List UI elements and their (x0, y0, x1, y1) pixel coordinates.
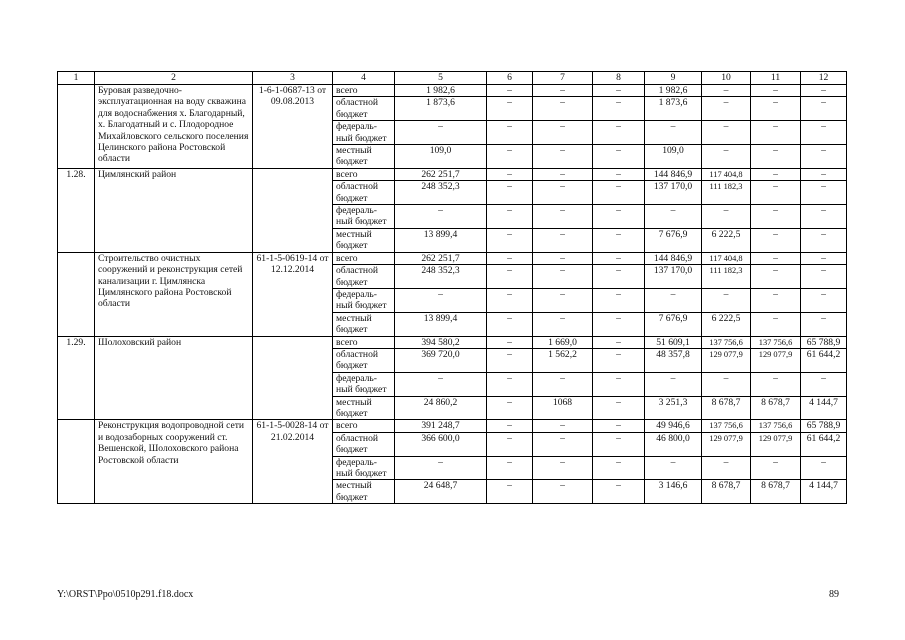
amount-cell: – (801, 372, 847, 396)
table-body (58, 85, 847, 504)
amount-cell: – (801, 97, 847, 121)
amount-cell: – (801, 312, 847, 336)
amount-cell: – (751, 168, 801, 180)
amount-cell: – (751, 372, 801, 396)
amount-cell: 144 846,9 (645, 168, 702, 180)
amount-cell: – (487, 336, 533, 348)
amount-cell: – (487, 145, 533, 169)
column-header: 5 (395, 72, 487, 85)
table-row (58, 168, 847, 180)
amount-cell: – (751, 121, 801, 145)
amount-cell: 1 982,6 (395, 85, 487, 97)
amount-cell: 46 800,0 (645, 432, 702, 456)
amount-cell: – (751, 288, 801, 312)
amount-cell: 248 352,3 (395, 181, 487, 205)
funding-source: федераль-ный бюджет (333, 288, 395, 312)
amount-cell: – (487, 265, 533, 289)
item-number (58, 85, 95, 169)
amount-cell: 49 946,6 (645, 420, 702, 432)
amount-cell: 1 982,6 (645, 85, 702, 97)
amount-cell: – (593, 205, 645, 229)
item-number: 1.28. (58, 168, 95, 252)
amount-cell: – (487, 288, 533, 312)
amount-cell: – (801, 265, 847, 289)
amount-cell: – (593, 432, 645, 456)
expertise-document: 61-1-5-0619-14 от 12.12.2014 (253, 252, 333, 336)
funding-source: федераль-ный бюджет (333, 205, 395, 229)
funding-source: всего (333, 252, 395, 264)
amount-cell: – (533, 205, 593, 229)
file-path: Y:\ORST\Ppo\0510p291.f18.docx (57, 589, 194, 600)
amount-cell: – (702, 288, 751, 312)
column-header: 12 (801, 72, 847, 85)
amount-cell: 137 170,0 (645, 181, 702, 205)
amount-cell: – (702, 145, 751, 169)
amount-cell: 1068 (533, 396, 593, 420)
amount-cell: – (751, 228, 801, 252)
amount-cell: 3 146,6 (645, 480, 702, 504)
funding-source: местный бюджет (333, 396, 395, 420)
amount-cell: – (487, 97, 533, 121)
amount-cell: – (645, 121, 702, 145)
object-name: Реконструкция водопроводной сети и водозаборных сооружений ст. Вешенской, Шолоховского района Ростовской области (95, 420, 253, 504)
amount-cell: – (593, 336, 645, 348)
amount-cell: – (801, 456, 847, 480)
amount-cell: – (533, 252, 593, 264)
amount-cell: – (593, 396, 645, 420)
amount-cell: – (487, 420, 533, 432)
amount-cell: – (593, 312, 645, 336)
amount-cell: – (645, 288, 702, 312)
funding-source: местный бюджет (333, 145, 395, 169)
amount-cell: 1 669,0 (533, 336, 593, 348)
table-row (58, 252, 847, 264)
amount-cell: – (593, 348, 645, 372)
amount-cell: 13 899,4 (395, 228, 487, 252)
amount-cell: – (533, 288, 593, 312)
amount-cell: 7 676,9 (645, 228, 702, 252)
amount-cell: – (487, 348, 533, 372)
amount-cell: 129 077,9 (702, 348, 751, 372)
item-number: 1.29. (58, 336, 95, 420)
amount-cell: 8 678,7 (702, 480, 751, 504)
amount-cell: 8 678,7 (751, 480, 801, 504)
amount-cell: – (487, 168, 533, 180)
amount-cell: – (702, 121, 751, 145)
amount-cell: – (533, 432, 593, 456)
column-header: 8 (593, 72, 645, 85)
amount-cell: – (593, 480, 645, 504)
amount-cell: – (487, 456, 533, 480)
amount-cell: 137 756,6 (702, 420, 751, 432)
amount-cell: – (533, 121, 593, 145)
amount-cell: – (487, 480, 533, 504)
funding-source: местный бюджет (333, 480, 395, 504)
amount-cell: – (751, 252, 801, 264)
amount-cell: 248 352,3 (395, 265, 487, 289)
amount-cell: – (593, 372, 645, 396)
column-header: 11 (751, 72, 801, 85)
object-name: Цимлянский район (95, 168, 253, 252)
amount-cell: – (533, 97, 593, 121)
amount-cell: – (395, 456, 487, 480)
amount-cell: 262 251,7 (395, 252, 487, 264)
column-header: 10 (702, 72, 751, 85)
amount-cell: – (593, 288, 645, 312)
amount-cell: 6 222,5 (702, 228, 751, 252)
amount-cell: – (593, 145, 645, 169)
expertise-document: 1-6-1-0687-13 от 09.08.2013 (253, 85, 333, 169)
amount-cell: – (702, 372, 751, 396)
amount-cell: 61 644,2 (801, 432, 847, 456)
amount-cell: – (702, 85, 751, 97)
amount-cell: 1 873,6 (645, 97, 702, 121)
amount-cell: – (395, 205, 487, 229)
budget-table (57, 71, 847, 504)
amount-cell: 1 873,6 (395, 97, 487, 121)
amount-cell: 137 756,6 (751, 336, 801, 348)
funding-source: областной бюджет (333, 432, 395, 456)
amount-cell: – (533, 145, 593, 169)
amount-cell: 24 860,2 (395, 396, 487, 420)
column-header: 2 (95, 72, 253, 85)
amount-cell: 129 077,9 (751, 348, 801, 372)
funding-source: всего (333, 168, 395, 180)
amount-cell: – (801, 85, 847, 97)
amount-cell: 65 788,9 (801, 420, 847, 432)
amount-cell: – (751, 456, 801, 480)
amount-cell: 137 170,0 (645, 265, 702, 289)
amount-cell: – (487, 228, 533, 252)
amount-cell: – (801, 288, 847, 312)
amount-cell: 3 251,3 (645, 396, 702, 420)
amount-cell: – (487, 205, 533, 229)
amount-cell: 109,0 (395, 145, 487, 169)
amount-cell: – (533, 265, 593, 289)
amount-cell: – (593, 456, 645, 480)
amount-cell: – (395, 288, 487, 312)
column-header: 1 (58, 72, 95, 85)
amount-cell: – (702, 97, 751, 121)
amount-cell: 137 756,6 (751, 420, 801, 432)
amount-cell: 6 222,5 (702, 312, 751, 336)
amount-cell: – (751, 265, 801, 289)
expertise-document (253, 336, 333, 420)
amount-cell: 8 678,7 (702, 396, 751, 420)
amount-cell: – (395, 372, 487, 396)
amount-cell: – (593, 168, 645, 180)
funding-source: областной бюджет (333, 181, 395, 205)
amount-cell: – (702, 456, 751, 480)
amount-cell: – (751, 312, 801, 336)
amount-cell: 117 404,8 (702, 252, 751, 264)
amount-cell: – (533, 456, 593, 480)
funding-source: всего (333, 336, 395, 348)
funding-source: всего (333, 420, 395, 432)
table-row (58, 336, 847, 348)
column-header: 7 (533, 72, 593, 85)
table-row (58, 420, 847, 432)
amount-cell: – (645, 372, 702, 396)
amount-cell: 366 600,0 (395, 432, 487, 456)
item-number (58, 420, 95, 504)
amount-cell: – (487, 396, 533, 420)
expertise-document: 61-1-5-0028-14 от 21.02.2014 (253, 420, 333, 504)
amount-cell: 61 644,2 (801, 348, 847, 372)
amount-cell: – (801, 168, 847, 180)
funding-source: областной бюджет (333, 265, 395, 289)
funding-source: федераль-ный бюджет (333, 121, 395, 145)
amount-cell: – (487, 252, 533, 264)
amount-cell: – (395, 121, 487, 145)
item-number (58, 252, 95, 336)
amount-cell: 4 144,7 (801, 480, 847, 504)
amount-cell: 8 678,7 (751, 396, 801, 420)
amount-cell: 144 846,9 (645, 252, 702, 264)
amount-cell: – (533, 420, 593, 432)
amount-cell: – (593, 420, 645, 432)
amount-cell: – (751, 205, 801, 229)
amount-cell: – (487, 432, 533, 456)
amount-cell: 51 609,1 (645, 336, 702, 348)
amount-cell: 48 357,8 (645, 348, 702, 372)
amount-cell: 129 077,9 (751, 432, 801, 456)
header-row (58, 72, 847, 85)
amount-cell: – (487, 85, 533, 97)
amount-cell: 129 077,9 (702, 432, 751, 456)
amount-cell: – (801, 205, 847, 229)
amount-cell: – (593, 181, 645, 205)
funding-source: федераль-ный бюджет (333, 372, 395, 396)
amount-cell: – (593, 85, 645, 97)
amount-cell: – (533, 312, 593, 336)
amount-cell: 391 248,7 (395, 420, 487, 432)
object-name: Буровая разведочно-эксплуатационная на воду скважина для водоснабжения х. Благодарный, х. Благодатный и с. Плодородное Михайловского сельского поселения Целинского района Ростовской области (95, 85, 253, 169)
amount-cell: 111 182,3 (702, 265, 751, 289)
amount-cell: 117 404,8 (702, 168, 751, 180)
column-header: 6 (487, 72, 533, 85)
amount-cell: – (593, 252, 645, 264)
amount-cell: – (702, 205, 751, 229)
amount-cell: – (751, 181, 801, 205)
column-header: 9 (645, 72, 702, 85)
amount-cell: – (645, 205, 702, 229)
amount-cell: – (801, 121, 847, 145)
amount-cell: – (593, 121, 645, 145)
expertise-document (253, 168, 333, 252)
amount-cell: 262 251,7 (395, 168, 487, 180)
funding-source: местный бюджет (333, 312, 395, 336)
funding-source: областной бюджет (333, 348, 395, 372)
amount-cell: – (801, 145, 847, 169)
column-header: 4 (333, 72, 395, 85)
amount-cell: 109,0 (645, 145, 702, 169)
amount-cell: – (593, 265, 645, 289)
amount-cell: – (593, 228, 645, 252)
amount-cell: 1 562,2 (533, 348, 593, 372)
amount-cell: – (801, 228, 847, 252)
amount-cell: – (487, 372, 533, 396)
amount-cell: – (533, 228, 593, 252)
amount-cell: 13 899,4 (395, 312, 487, 336)
funding-source: местный бюджет (333, 228, 395, 252)
amount-cell: – (487, 181, 533, 205)
funding-source: федераль-ный бюджет (333, 456, 395, 480)
amount-cell: 369 720,0 (395, 348, 487, 372)
amount-cell: – (487, 312, 533, 336)
column-header: 3 (253, 72, 333, 85)
amount-cell: – (533, 168, 593, 180)
amount-cell: – (801, 181, 847, 205)
object-name: Строительство очистных сооружений и реконструкция сетей канализации г. Цимлянска Цимлянского района Ростовской области (95, 252, 253, 336)
amount-cell: 4 144,7 (801, 396, 847, 420)
amount-cell: – (593, 97, 645, 121)
funding-source: всего (333, 85, 395, 97)
amount-cell: 24 648,7 (395, 480, 487, 504)
page-number: 89 (829, 589, 839, 600)
funding-source: областной бюджет (333, 97, 395, 121)
amount-cell: 65 788,9 (801, 336, 847, 348)
amount-cell: – (645, 456, 702, 480)
amount-cell: – (751, 145, 801, 169)
amount-cell: – (533, 480, 593, 504)
amount-cell: – (801, 252, 847, 264)
table-row (58, 85, 847, 97)
amount-cell: – (533, 181, 593, 205)
amount-cell: – (751, 97, 801, 121)
amount-cell: 7 676,9 (645, 312, 702, 336)
amount-cell: – (751, 85, 801, 97)
amount-cell: 111 182,3 (702, 181, 751, 205)
amount-cell: 394 580,2 (395, 336, 487, 348)
amount-cell: – (487, 121, 533, 145)
amount-cell: – (533, 85, 593, 97)
amount-cell: – (533, 372, 593, 396)
object-name: Шолоховский район (95, 336, 253, 420)
amount-cell: 137 756,6 (702, 336, 751, 348)
